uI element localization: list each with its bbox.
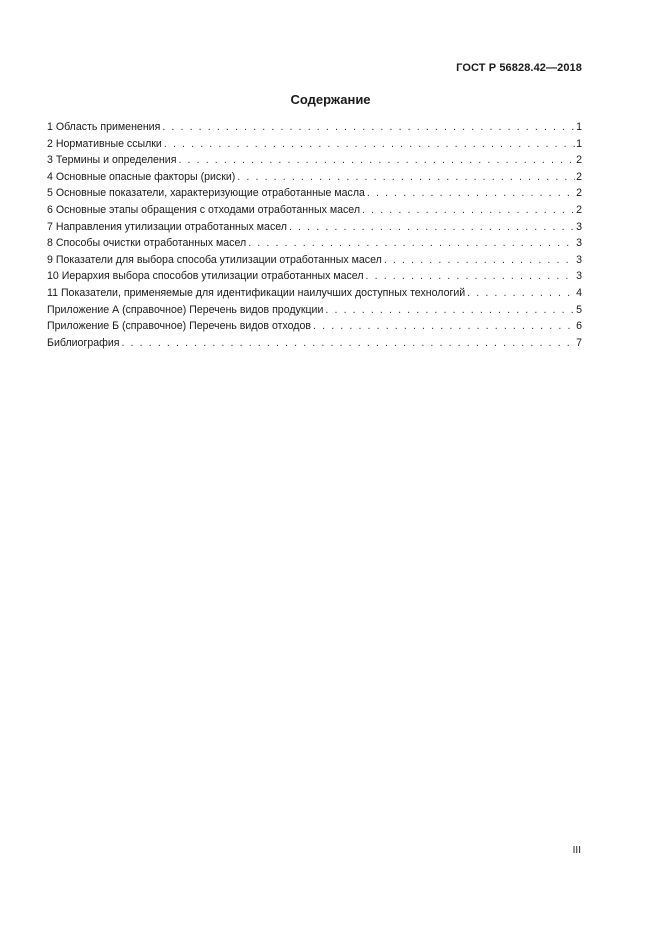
toc-entry-page: 7: [576, 336, 582, 349]
document-code: ГОСТ Р 56828.42—2018: [456, 62, 582, 74]
toc-entry-label: 8 Способы очистки отработанных масел: [47, 237, 247, 250]
toc-entry[interactable]: [47, 302, 582, 319]
dot-leader: [325, 302, 575, 319]
dot-leader: [384, 252, 575, 269]
toc-entry-page: 4: [576, 286, 582, 299]
toc-entry-label: 4 Основные опасные факторы (риски): [47, 170, 236, 183]
dot-leader: [178, 152, 575, 169]
dot-leader: [248, 235, 575, 252]
toc-entry-label: 3 Термины и определения: [47, 154, 177, 167]
toc-entry-label: 9 Показатели для выбора способа утилизации отработанных масел: [47, 253, 382, 266]
toc-entry-page: 3: [576, 220, 582, 233]
toc-entry[interactable]: [47, 268, 582, 285]
page-number: III: [572, 845, 581, 856]
toc-entry-page: 2: [576, 187, 582, 200]
toc-entry[interactable]: [47, 152, 582, 169]
toc-entry[interactable]: [47, 169, 582, 186]
toc-entry-label: 11 Показатели, применяемые для идентификации наилучших доступных технологий: [47, 286, 466, 299]
toc-entry-page: 6: [576, 320, 582, 333]
toc-entry-page: 2: [576, 203, 582, 216]
toc-entry[interactable]: [47, 202, 582, 219]
toc-entry-label: Библиография: [47, 336, 120, 349]
toc-entry-label: 10 Иерархия выбора способов утилизации отработанных масел: [47, 270, 364, 283]
dot-leader: [367, 185, 575, 202]
toc-entry-label: Приложение А (справочное) Перечень видов продукции: [47, 303, 324, 316]
toc-entry-label: Приложение Б (справочное) Перечень видов отходов: [47, 320, 312, 333]
dot-leader: [121, 335, 575, 352]
toc-entry-page: 1: [576, 137, 582, 150]
toc-entry[interactable]: [47, 252, 582, 269]
dot-leader: [467, 285, 575, 302]
toc-entry-label: 5 Основные показатели, характеризующие отработанные масла: [47, 187, 365, 200]
toc-entry-page: 2: [576, 154, 582, 167]
dot-leader: [162, 119, 575, 136]
dot-leader: [164, 136, 575, 153]
toc-entry-label: 7 Направления утилизации отработанных масел: [47, 220, 287, 233]
toc-entry[interactable]: [47, 119, 582, 136]
toc-entry-label: 2 Нормативные ссылки: [47, 137, 162, 150]
toc-entry[interactable]: [47, 318, 582, 335]
dot-leader: [237, 169, 575, 186]
toc-entry-label: 6 Основные этапы обращения с отходами отработанных масел: [47, 203, 361, 216]
dot-leader: [362, 202, 575, 219]
toc-entry[interactable]: [47, 335, 582, 352]
toc-entry-page: 3: [576, 237, 582, 250]
toc-entry[interactable]: [47, 136, 582, 153]
toc-title: Содержание: [290, 92, 371, 107]
toc-entry-label: 1 Область применения: [47, 121, 161, 133]
toc-entry[interactable]: [47, 235, 582, 252]
toc-entry[interactable]: [47, 219, 582, 236]
toc-entry-page: 3: [576, 270, 582, 283]
toc-entry[interactable]: [47, 185, 582, 202]
toc-entry-page: 2: [576, 170, 582, 183]
table-of-contents: [47, 119, 582, 351]
toc-entry-page: 5: [576, 303, 582, 316]
toc-entry-page: 3: [576, 253, 582, 266]
dot-leader: [289, 219, 575, 236]
dot-leader: [366, 268, 576, 285]
dot-leader: [313, 318, 575, 335]
toc-entry-page: 1: [576, 121, 582, 133]
toc-entry[interactable]: [47, 285, 582, 302]
